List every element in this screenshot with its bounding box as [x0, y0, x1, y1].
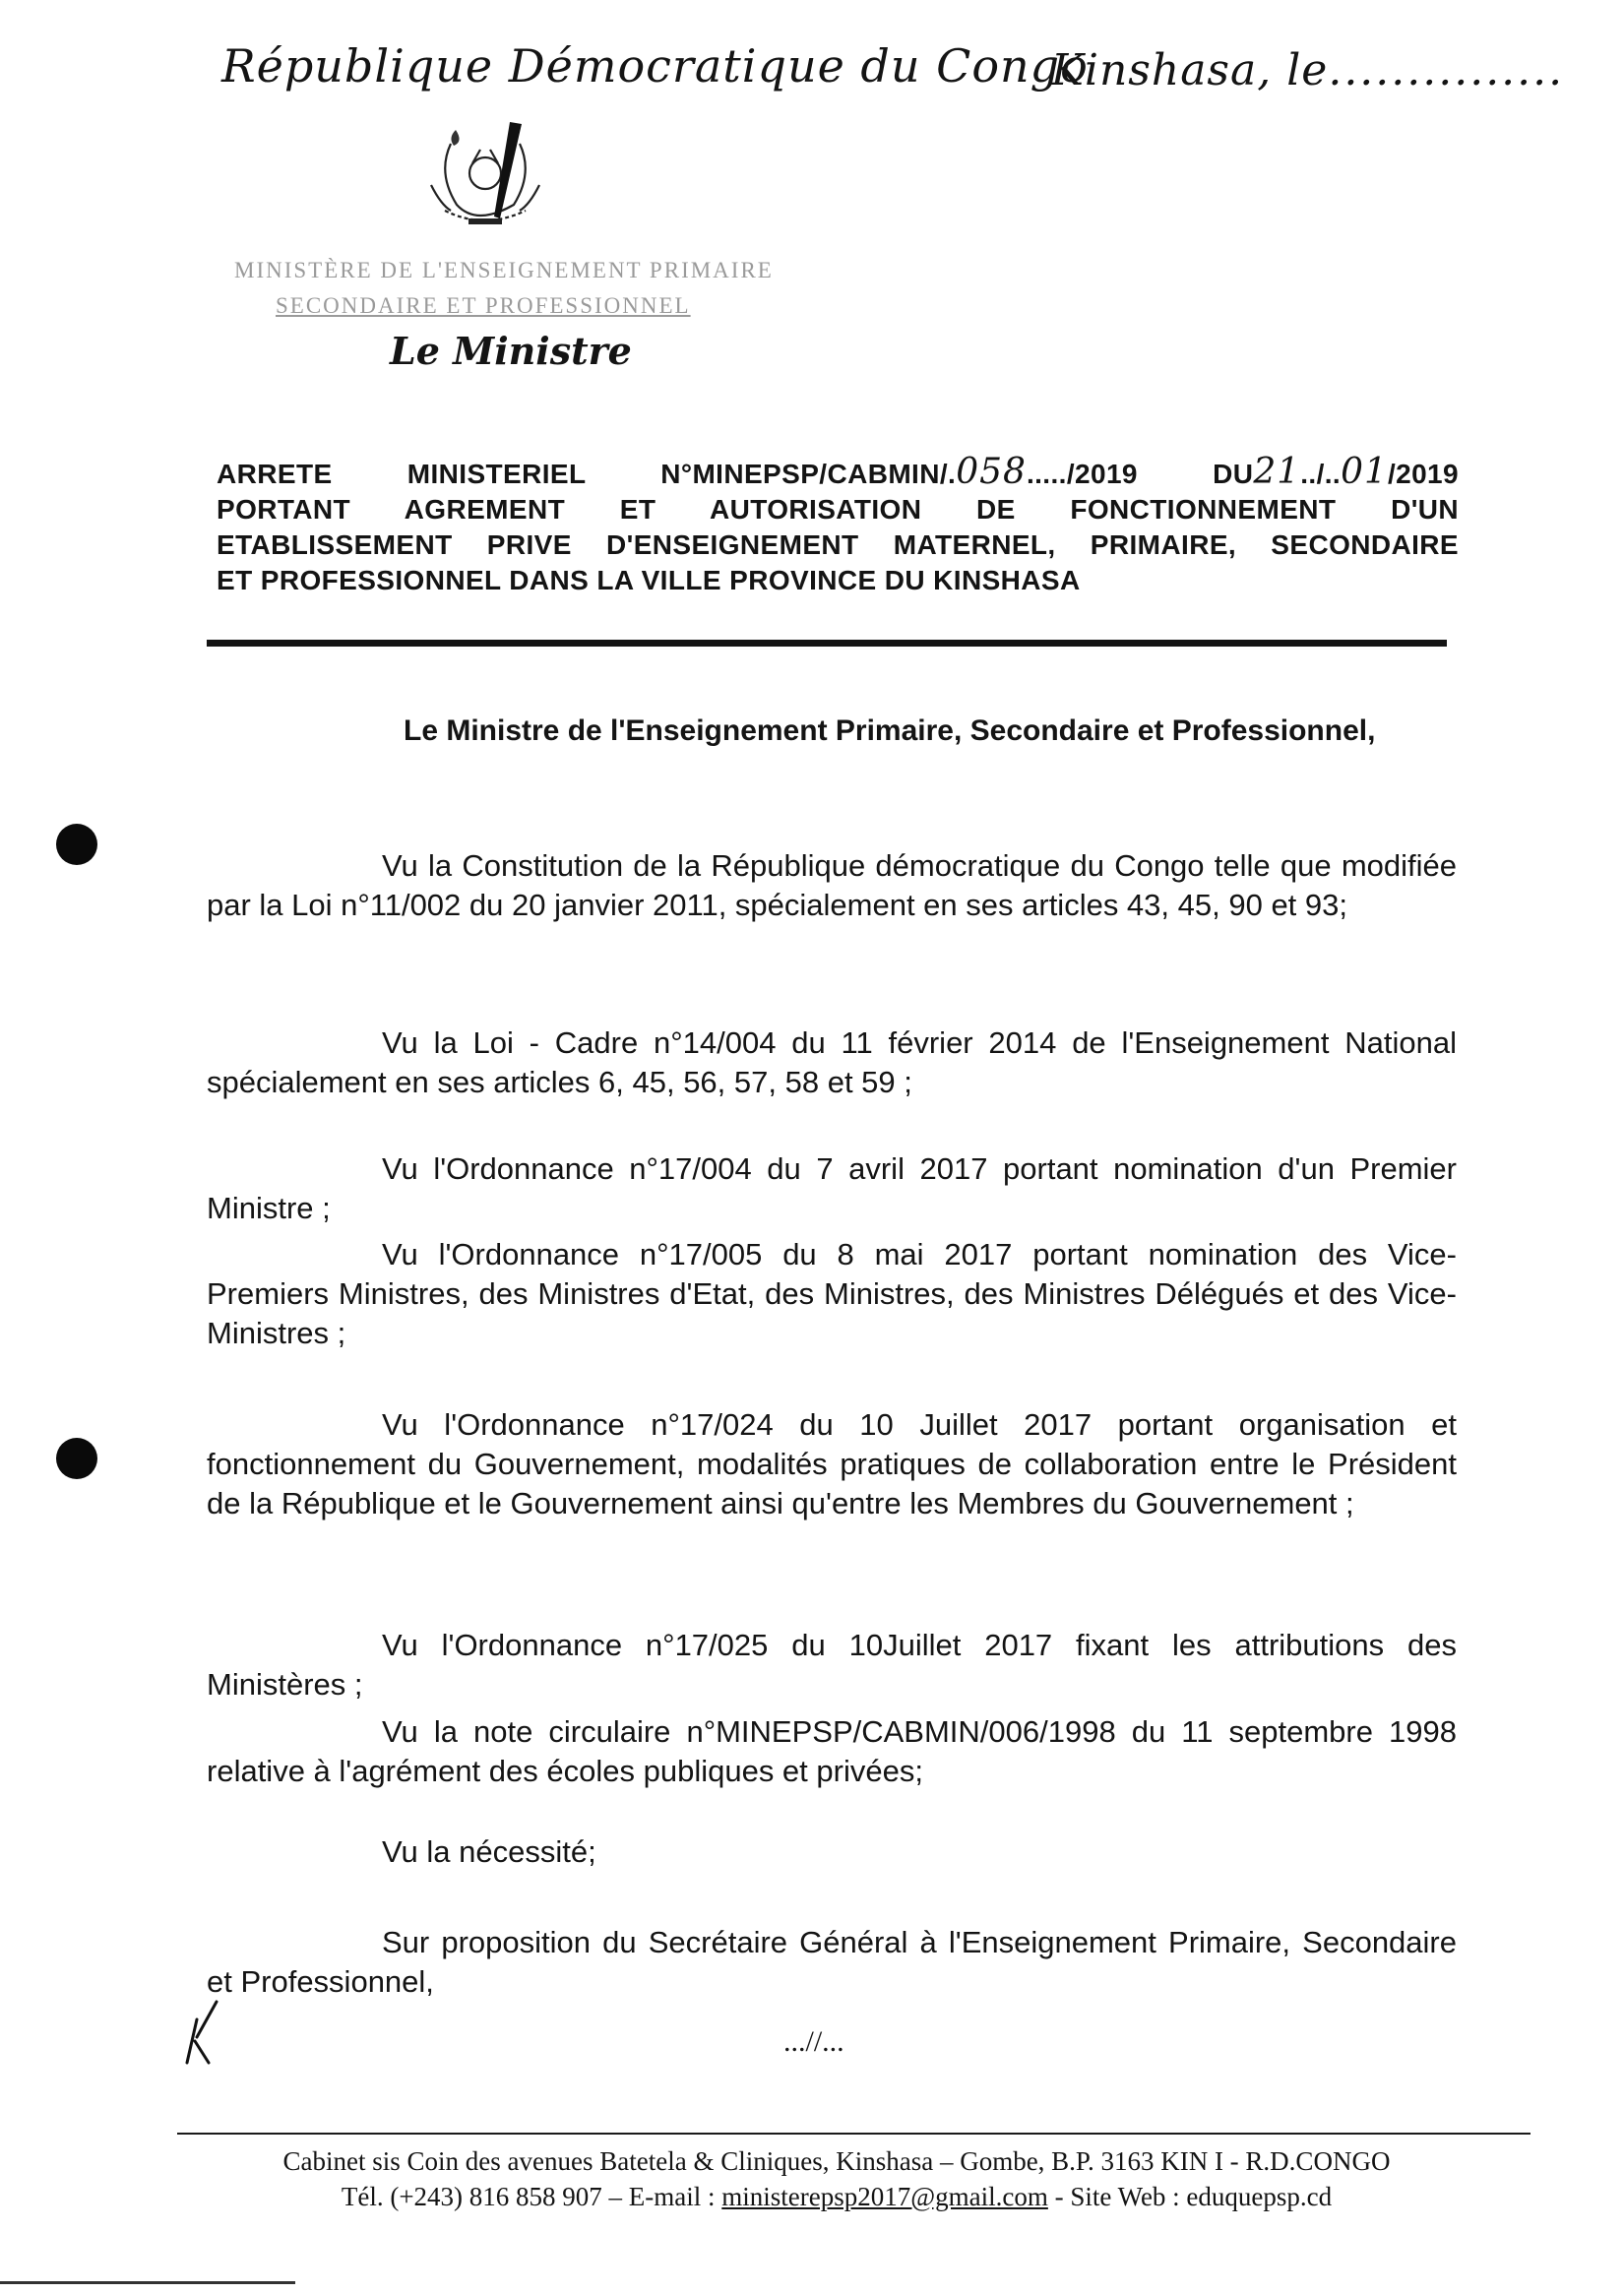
ministry-name: [234, 258, 774, 319]
title-underline-rule: [207, 640, 1447, 647]
footer-email-link[interactable]: ministerepsp2017@gmail.com: [721, 2182, 1048, 2211]
punch-hole-mark: [56, 1438, 97, 1479]
page-continuation-mark: ...//...: [783, 2025, 844, 2058]
date-placeholder-dots: ...............: [1328, 45, 1565, 95]
footer-website: - Site Web : eduquepsp.cd: [1047, 2182, 1333, 2211]
place-label: Kinshasa, le: [1051, 45, 1329, 95]
paragraph-ordonnance-17-025: Vu l'Ordonnance n°17/025 du 10Juillet 2017 fixant les attributions des Ministères ;: [207, 1628, 1457, 1702]
footer-rule: [177, 2133, 1530, 2135]
decree-number: 058: [956, 452, 1027, 492]
decree-reference-line: [217, 452, 1460, 492]
paragraph-ordonnance-17-004: Vu l'Ordonnance n°17/004 du 7 avril 2017 portant nomination d'un Premier Ministre ;: [207, 1151, 1457, 1225]
punch-hole-mark: [56, 824, 97, 865]
footer-contact: [197, 2179, 1476, 2214]
decree-month: 01: [1341, 452, 1388, 492]
paragraph-loi-cadre: Vu la Loi - Cadre n°14/004 du 11 février 2014 de l'Enseignement National spécialement en ses articles 6, 45, 56, 57, 58 et 59 ;: [207, 1025, 1457, 1099]
decree-date-separator: ../..: [1300, 459, 1342, 489]
paragraph-ordonnance-17-005: Vu l'Ordonnance n°17/005 du 8 mai 2017 portant nomination des Vice-Premiers Ministres, des Ministres d'Etat, des Ministres, des Ministres Délégués et des Vice-Ministres ;: [207, 1237, 1457, 1350]
ministry-line-2: SECONDAIRE ET PROFESSIONNEL: [276, 293, 691, 318]
decree-title-line-4: ET PROFESSIONNEL DANS LA VILLE PROVINCE DU KINSHASA: [217, 565, 1081, 595]
scan-bottom-edge: [0, 2281, 295, 2284]
paragraph-note-circulaire: Vu la note circulaire n°MINEPSP/CABMIN/006/1998 du 11 septembre 1998 relative à l'agrément des écoles publiques et privées;: [207, 1714, 1457, 1788]
minister-heading: Le Ministre de l'Enseignement Primaire, Secondaire et Professionnel,: [404, 714, 1376, 747]
paragraph-constitution: Vu la Constitution de la République démocratique du Congo telle que modifiée par la Loi n°11/002 du 20 janvier 2011, spécialement en ses articles 43, 45, 90 et 93;: [207, 848, 1457, 922]
decree-title-line-3: ETABLISSEMENT PRIVE D'ENSEIGNEMENT MATERNEL, PRIMAIRE, SECONDAIRE: [217, 529, 1459, 560]
decree-mid: ...../2019 DU: [1026, 459, 1254, 489]
decree-prefix: ARRETE MINISTERIEL N°MINEPSP/CABMIN/.: [217, 459, 957, 489]
minister-title: Le Ministre: [390, 329, 632, 373]
footer: [197, 2143, 1476, 2214]
paragraph-necessite: Vu la nécessité;: [382, 1834, 596, 1869]
header-country: République Démocratique du Congo: [221, 39, 1089, 93]
paragraph-ordonnance-17-024: Vu l'Ordonnance n°17/024 du 10 Juillet 2017 portant organisation et fonctionnement du Gouvernement, modalités pratiques de collaboration entre le Président de la République et le Gouvernement ainsi qu'entre les Membres du Gouvernement ;: [207, 1407, 1457, 1520]
header-place-date: [1051, 45, 1564, 95]
paragraph-proposition: Sur proposition du Secrétaire Général à l'Enseignement Primaire, Secondaire et Professionnel,: [207, 1925, 1457, 1999]
decree-day: 21: [1253, 452, 1301, 492]
footer-address: Cabinet sis Coin des avenues Batetela & Cliniques, Kinshasa – Gombe, B.P. 3163 KIN I - R.D.CONGO: [282, 2146, 1391, 2176]
footer-phone: Tél. (+243) 816 858 907 – E-mail :: [341, 2182, 722, 2211]
decree-year: /2019: [1387, 459, 1460, 489]
initial-signature-mark: [179, 1998, 238, 2067]
decree-title-line-2: PORTANT AGREMENT ET AUTORISATION DE FONCTIONNEMENT D'UN: [217, 494, 1459, 525]
decree-title: [217, 452, 1460, 598]
ministry-line-1: MINISTÈRE DE L'ENSEIGNEMENT PRIMAIRE: [234, 258, 774, 282]
coat-of-arms-emblem: [411, 116, 559, 242]
